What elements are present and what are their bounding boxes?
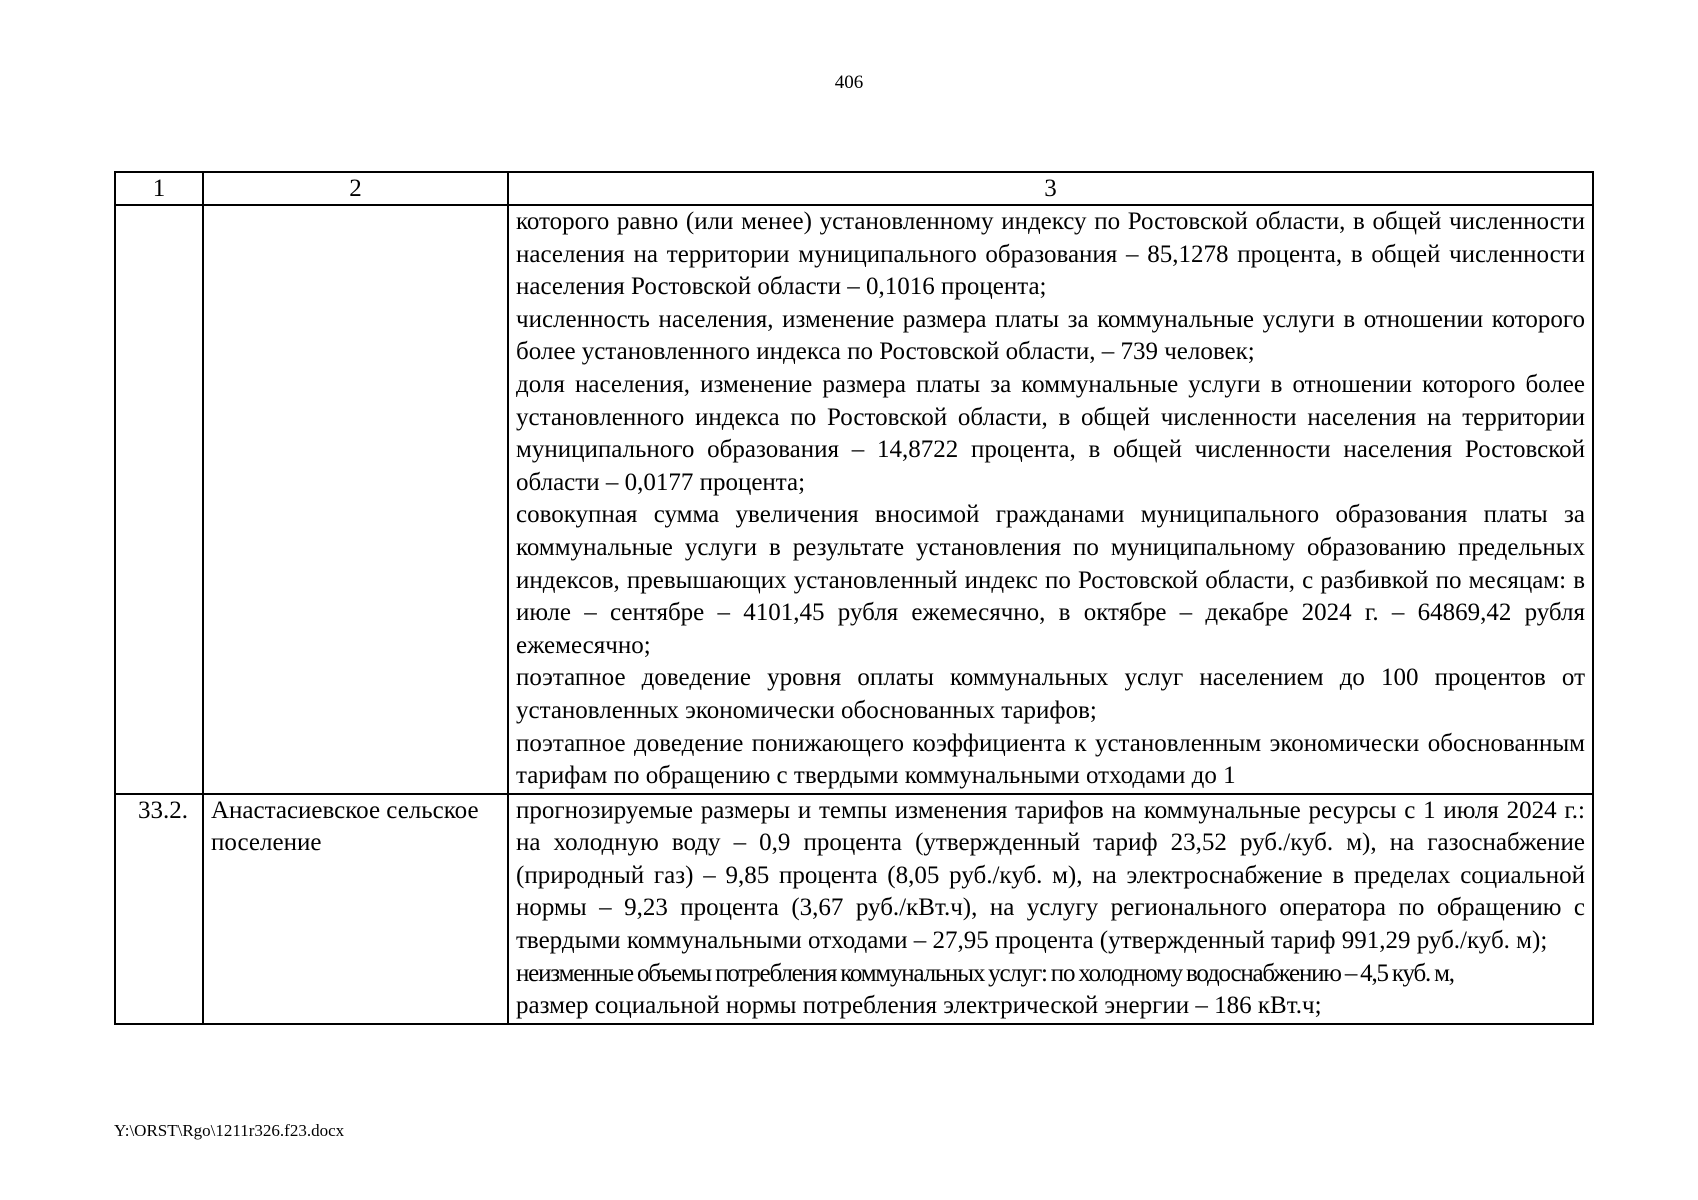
column-header-1: 1: [115, 172, 203, 205]
tariff-table: [114, 171, 1594, 1025]
table-header-row: [115, 172, 1593, 205]
row-number-cell: 33.2.: [115, 794, 203, 1024]
paragraph: размер социальной нормы потребления электрической энергии – 186 кВт.ч;: [516, 992, 1322, 1020]
indicators-cell: [508, 205, 1593, 794]
settlement-name-cell: [203, 205, 508, 794]
column-header-3: 3: [508, 172, 1593, 205]
paragraph: которого равно (или менее) установленному индексу по Ростовской области, в общей численности населения на территории муниципального образования – 85,1278 процента, в общей численности населения Ростовской области – 0,1016 процента;: [516, 208, 1585, 301]
indicators-cell: [508, 794, 1593, 1024]
paragraph: поэтапное доведение понижающего коэффициента к установленным экономически обоснованным тарифам по обращению с твердыми коммунальными отходами до 1: [516, 729, 1585, 790]
paragraph: совокупная сумма увеличения вносимой гражданами муниципального образования платы за коммунальные услуги в результате установления по муниципальному образованию предельных индексов, превышающих установленный индекс по Ростовской области, с разбивкой по месяцам: в июле – сентябре – 4101,45 рубля ежемесячно, в октябре – декабре 2024 г. – 64869,42 рубля ежемесячно;: [516, 501, 1585, 659]
table-row: [115, 205, 1593, 794]
column-header-2: 2: [203, 172, 508, 205]
table-row: [115, 794, 1593, 1024]
paragraph: прогнозируемые размеры и темпы изменения тарифов на коммунальные ресурсы с 1 июля 2024 г.: на холодную воду – 0,9 процента (утвержденный тариф 23,52 руб./куб. м), на газоснабжение (природный газ) – 9,85 процента (8,05 руб./куб. м), на электроснабжение в пределах социальной нормы – 9,23 процента (3,67 руб./кВт.ч), на услугу регионального оператора по обращению с твердыми коммунальными отходами – 27,95 процента (утвержденный тариф 991,29 руб./куб. м);: [516, 796, 1585, 955]
file-path-footer: Y:\ORST\Rgo\1211r326.f23.docx: [114, 1121, 345, 1140]
paragraph: численность населения, изменение размера платы за коммунальные услуги в отношении которого более установленного индекса по Ростовской области, – 739 человек;: [516, 305, 1585, 366]
paragraph: неизменные объемы потребления коммунальных услуг: по холодному водоснабжению – 4,5 куб. м,: [516, 959, 1454, 987]
paragraph: поэтапное доведение уровня оплаты коммунальных услуг населением до 100 процентов от установленных экономически обоснованных тарифов;: [516, 664, 1585, 724]
paragraph: доля населения, изменение размера платы за коммунальные услуги в отношении которого более установленного индекса по Ростовской области, в общей численности населения на территории муниципального образования – 14,8722 процента, в общей численности населения Ростовской области – 0,0177 процента;: [516, 370, 1585, 496]
page-number: 406: [834, 72, 864, 93]
settlement-name-cell: Анастасиевское сельское поселение: [203, 794, 508, 1024]
row-number-cell: [115, 205, 203, 794]
